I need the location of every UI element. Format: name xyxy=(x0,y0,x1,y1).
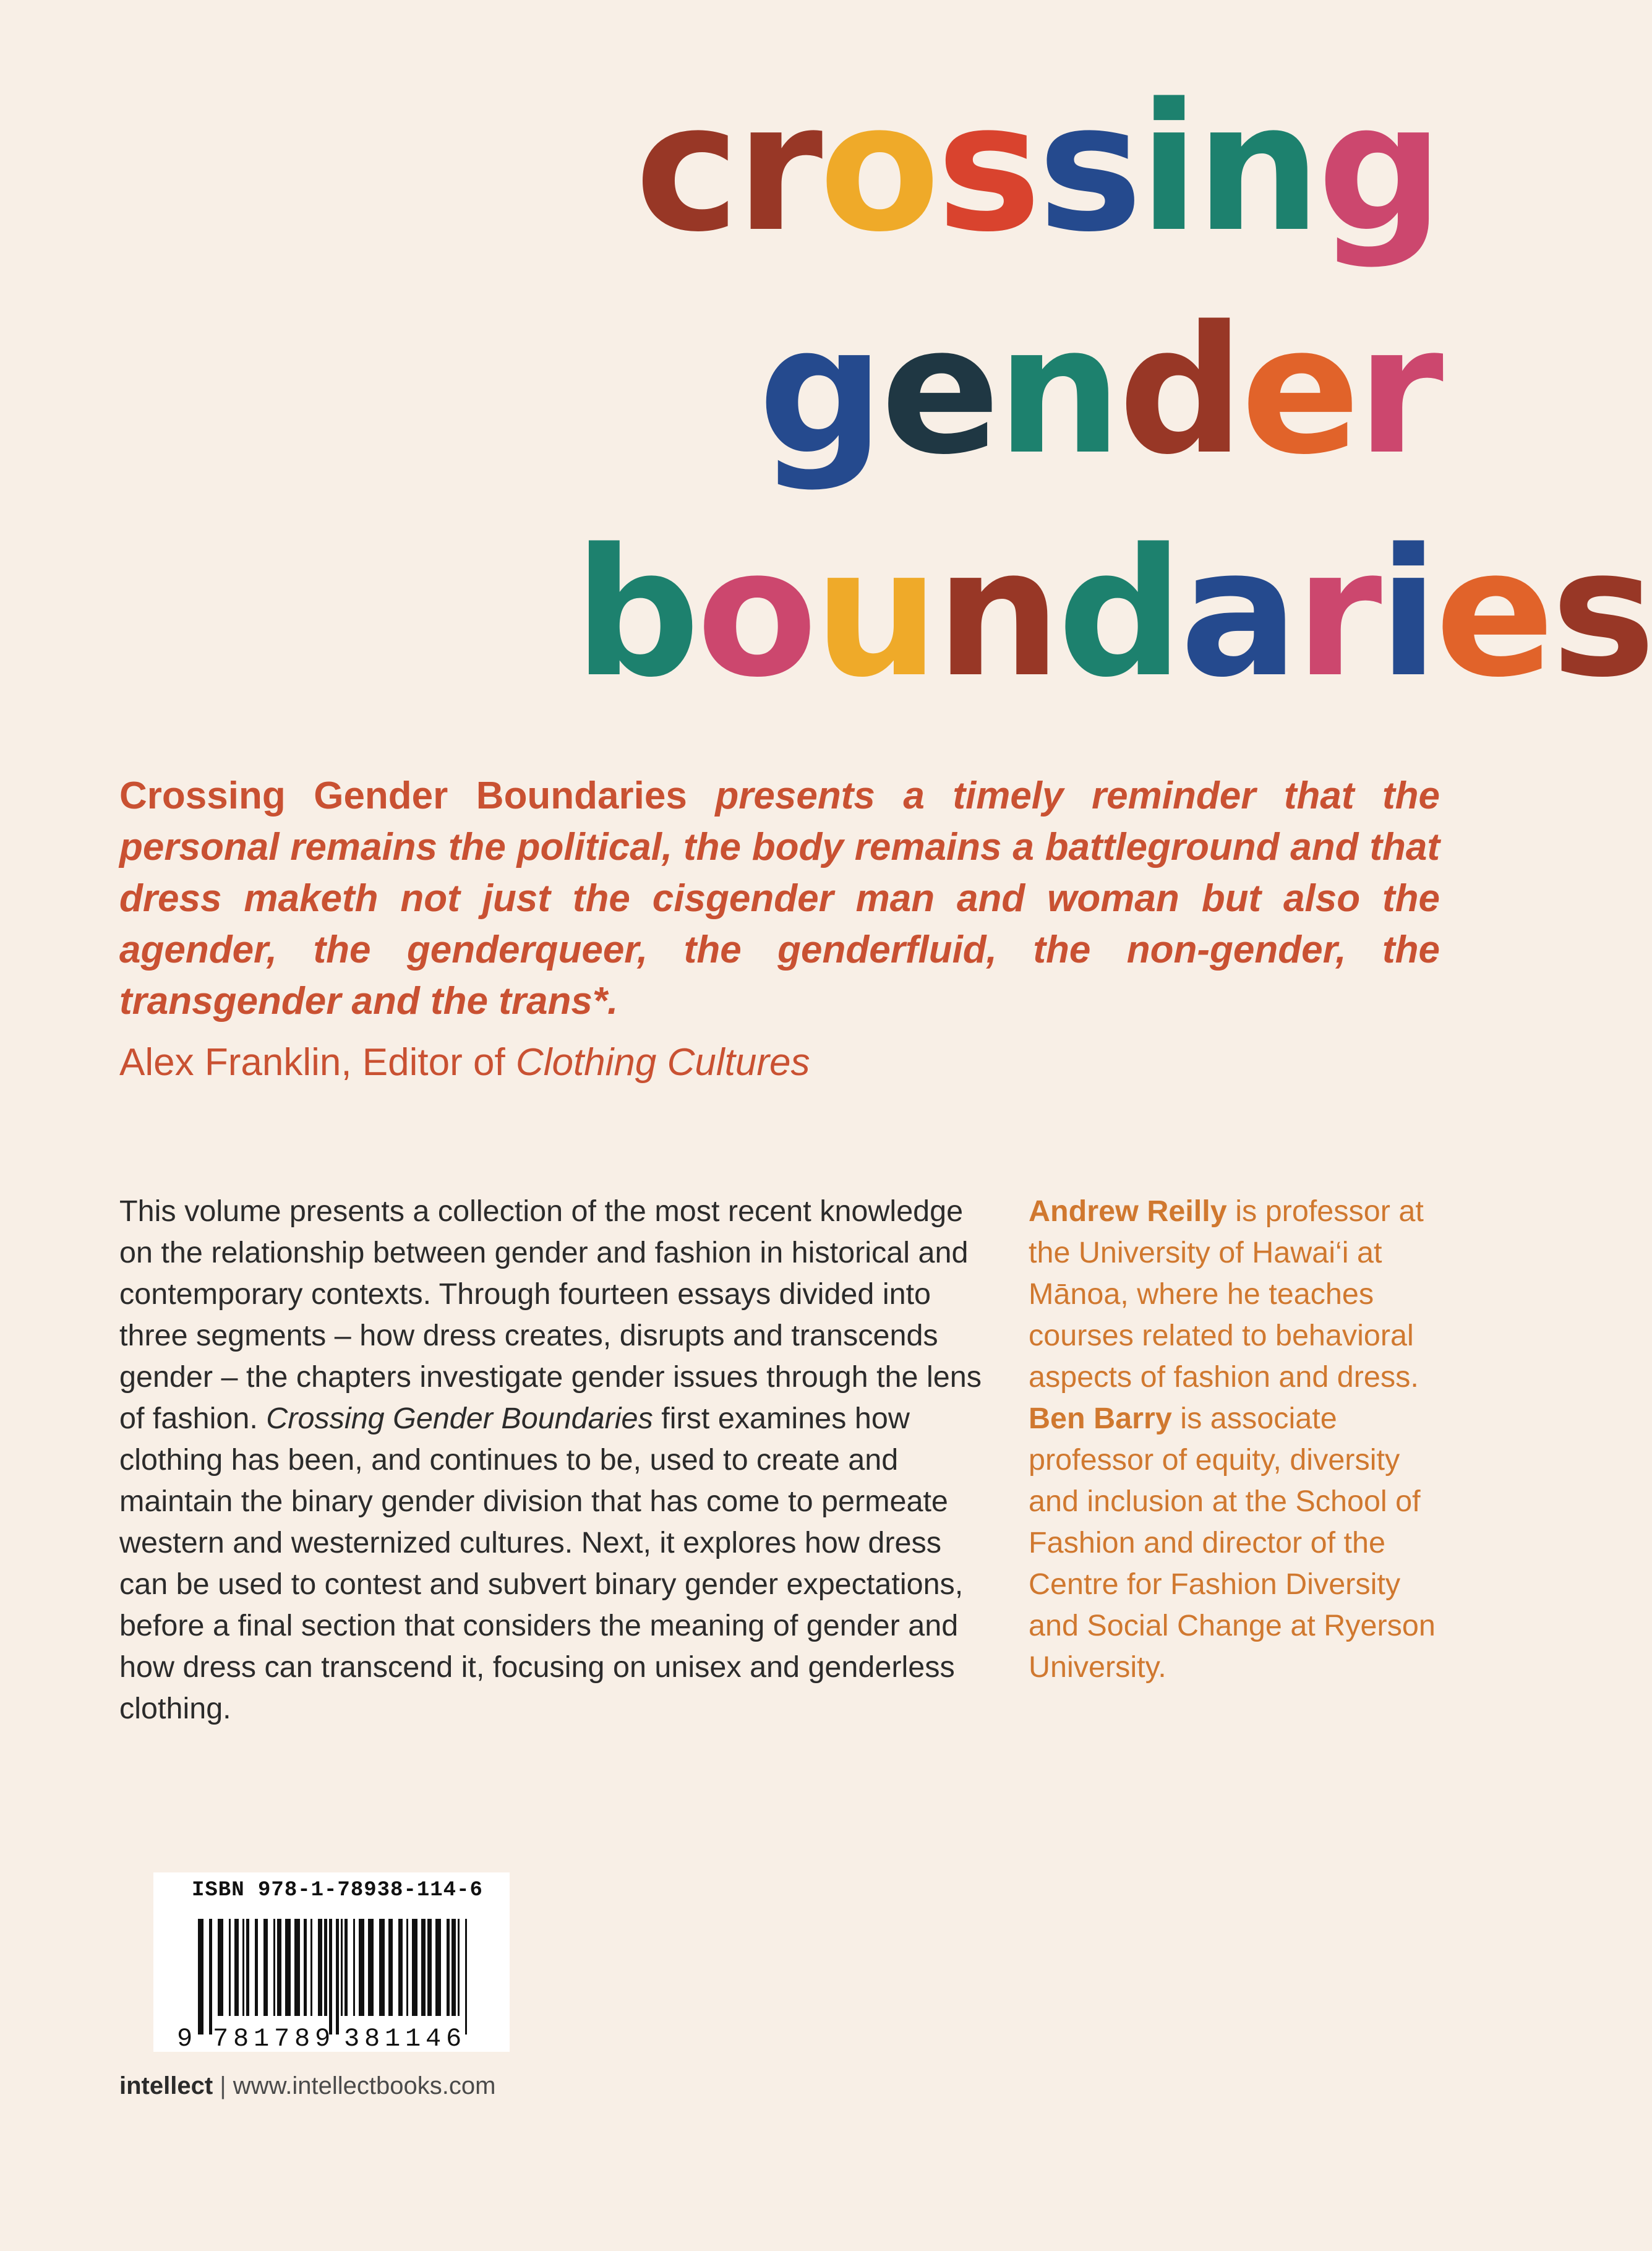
barcode-bar xyxy=(294,1919,300,2016)
barcode-bar xyxy=(310,1919,312,2016)
title-letter: e xyxy=(1241,288,1357,494)
title-letter: n xyxy=(935,511,1058,716)
title-word-boundaries xyxy=(574,511,1652,748)
barcode-bar xyxy=(242,1919,244,2016)
barcode-bar xyxy=(218,1919,223,2016)
title-letter: s xyxy=(1551,511,1652,716)
title-letter: r xyxy=(1295,511,1379,716)
barcode-bar xyxy=(273,1919,275,2016)
isbn-label: ISBN 978-1-78938-114-6 xyxy=(192,1879,483,1902)
title-letter: c xyxy=(635,66,736,271)
author1-name: Andrew Reilly xyxy=(1029,1194,1227,1228)
barcode-bar xyxy=(336,1919,339,2034)
barcode-bar xyxy=(324,1919,327,2016)
barcode-digit: 1 xyxy=(405,2024,421,2054)
title-letter: d xyxy=(1057,511,1180,716)
attribution-prefix: Alex Franklin, Editor of xyxy=(119,1041,516,1084)
barcode-digit: 8 xyxy=(233,2024,249,2054)
author2-bio: is associate professor of equity, diversity and inclusion at the School of Fashion and director of the Centre for Fashion Diversity and Social Change at Ryerson University. xyxy=(1029,1402,1436,1684)
barcode-bar xyxy=(341,1919,343,2016)
barcode-bar xyxy=(398,1919,403,2016)
endorsement-attribution xyxy=(119,1038,1440,1087)
isbn-barcode xyxy=(153,1872,510,2052)
barcode-digit: 6 xyxy=(446,2024,462,2054)
title-letter: g xyxy=(758,288,881,494)
barcode-bar xyxy=(452,1919,456,2016)
barcode-bar xyxy=(234,1919,239,2016)
quote-text: presents a timely reminder that the personal remains the political, the body remains a battleground and that dress maketh not just the cisgender man and woman but also the agender, the genderqueer, the genderfluid, the non-gender, the transgender and the trans*. xyxy=(119,774,1440,1023)
barcode-digit: 7 xyxy=(274,2024,290,2054)
publisher-url[interactable]: www.intellectbooks.com xyxy=(233,2072,496,2099)
barcode-digit: 3 xyxy=(344,2024,360,2054)
title-letter: o xyxy=(696,511,814,716)
barcode-digit: 8 xyxy=(364,2024,380,2054)
publisher-footer xyxy=(119,2072,495,2100)
barcode-bar xyxy=(255,1919,258,2016)
attribution-publication: Clothing Cultures xyxy=(515,1041,810,1084)
title-letter: o xyxy=(819,66,937,271)
title-letter: b xyxy=(574,511,697,716)
barcode-bar xyxy=(304,1919,307,2016)
title-letter: s xyxy=(936,66,1038,271)
description-part1: This volume presents a collection of the most recent knowledge on the relationship between gender and fashion in historical and contemporary contexts. Through fourteen essays divided into three segments – how dress creates, disrupts and transcends gender – the chapters investigate gender issues through the lens of fashion. xyxy=(119,1194,982,1435)
barcode-bar xyxy=(277,1919,281,2016)
title-letter: n xyxy=(1196,66,1317,271)
title-letter: i xyxy=(1139,66,1196,271)
barcode-bar xyxy=(263,1919,268,2016)
author2-name: Ben Barry xyxy=(1029,1402,1172,1435)
title-letter: s xyxy=(1037,66,1139,271)
barcode-bar xyxy=(329,1919,332,2034)
barcode-digit: 8 xyxy=(294,2024,310,2054)
barcode-bar xyxy=(345,1919,348,2016)
barcode-digit: 9 xyxy=(315,2024,331,2054)
endorsement-quote xyxy=(119,770,1440,1027)
title-letter: i xyxy=(1378,511,1436,716)
title-letter: a xyxy=(1179,511,1295,716)
publisher-brand: intellect xyxy=(119,2072,213,2099)
barcode-digit: 9 xyxy=(177,2024,193,2054)
barcode-bar xyxy=(379,1919,385,2016)
barcode-bar xyxy=(447,1919,450,2016)
title-word-gender xyxy=(574,288,1440,526)
description-book-title: Crossing Gender Boundaries xyxy=(266,1402,653,1435)
author-bio xyxy=(1029,1191,1449,1688)
barcode-bar xyxy=(246,1919,249,2016)
endorsement xyxy=(119,770,1440,1087)
quote-book-title: Crossing Gender Boundaries xyxy=(119,774,687,817)
title-letter: d xyxy=(1118,288,1241,494)
title-letter: u xyxy=(813,511,936,716)
title-letter: e xyxy=(1435,511,1551,716)
barcode-bar xyxy=(388,1919,393,2016)
title-letter: r xyxy=(1356,288,1440,494)
barcode-bar xyxy=(465,1919,467,2034)
title-word-crossing xyxy=(574,66,1440,303)
barcode-bar xyxy=(198,1919,203,2034)
barcode-digit: 7 xyxy=(213,2024,229,2054)
barcode-bar xyxy=(318,1919,322,2016)
title-letter: e xyxy=(880,288,997,494)
barcode-bar xyxy=(209,1919,212,2034)
title-letter: g xyxy=(1317,66,1440,271)
barcode-bar xyxy=(458,1919,460,2016)
barcode-bar xyxy=(229,1919,231,2016)
barcode-digit: 1 xyxy=(254,2024,270,2054)
barcode-digit: 4 xyxy=(426,2024,442,2054)
barcode-bar xyxy=(412,1919,417,2016)
book-description xyxy=(119,1191,985,1730)
title-letter: n xyxy=(996,288,1119,494)
footer-separator: | xyxy=(220,2072,226,2099)
barcode-bar xyxy=(353,1919,355,2016)
barcode-digit: 1 xyxy=(385,2024,401,2054)
barcode-bar xyxy=(406,1919,408,2016)
barcode-bar xyxy=(368,1919,374,2016)
barcode-bar xyxy=(435,1919,441,2016)
cover-title xyxy=(574,66,1652,748)
title-letter: r xyxy=(735,66,820,271)
barcode-bar xyxy=(421,1919,426,2016)
author1-bio: is professor at the University of Hawai‘i at Mānoa, where he teaches courses related to behavioral aspects of fashion and dress. xyxy=(1029,1194,1424,1394)
description-part2: first examines how clothing has been, and continues to be, used to create and maintain the binary gender division that has come to permeate western and westernized cultures. Next, it explores how dress can be used to contest and subvert binary gender expectations, before a final section that considers the meaning of gender and how dress can transcend it, focusing on unisex and genderless clothing. xyxy=(119,1402,964,1725)
barcode-bar xyxy=(427,1919,432,2016)
barcode-bar xyxy=(285,1919,291,2016)
barcode-bar xyxy=(359,1919,364,2016)
